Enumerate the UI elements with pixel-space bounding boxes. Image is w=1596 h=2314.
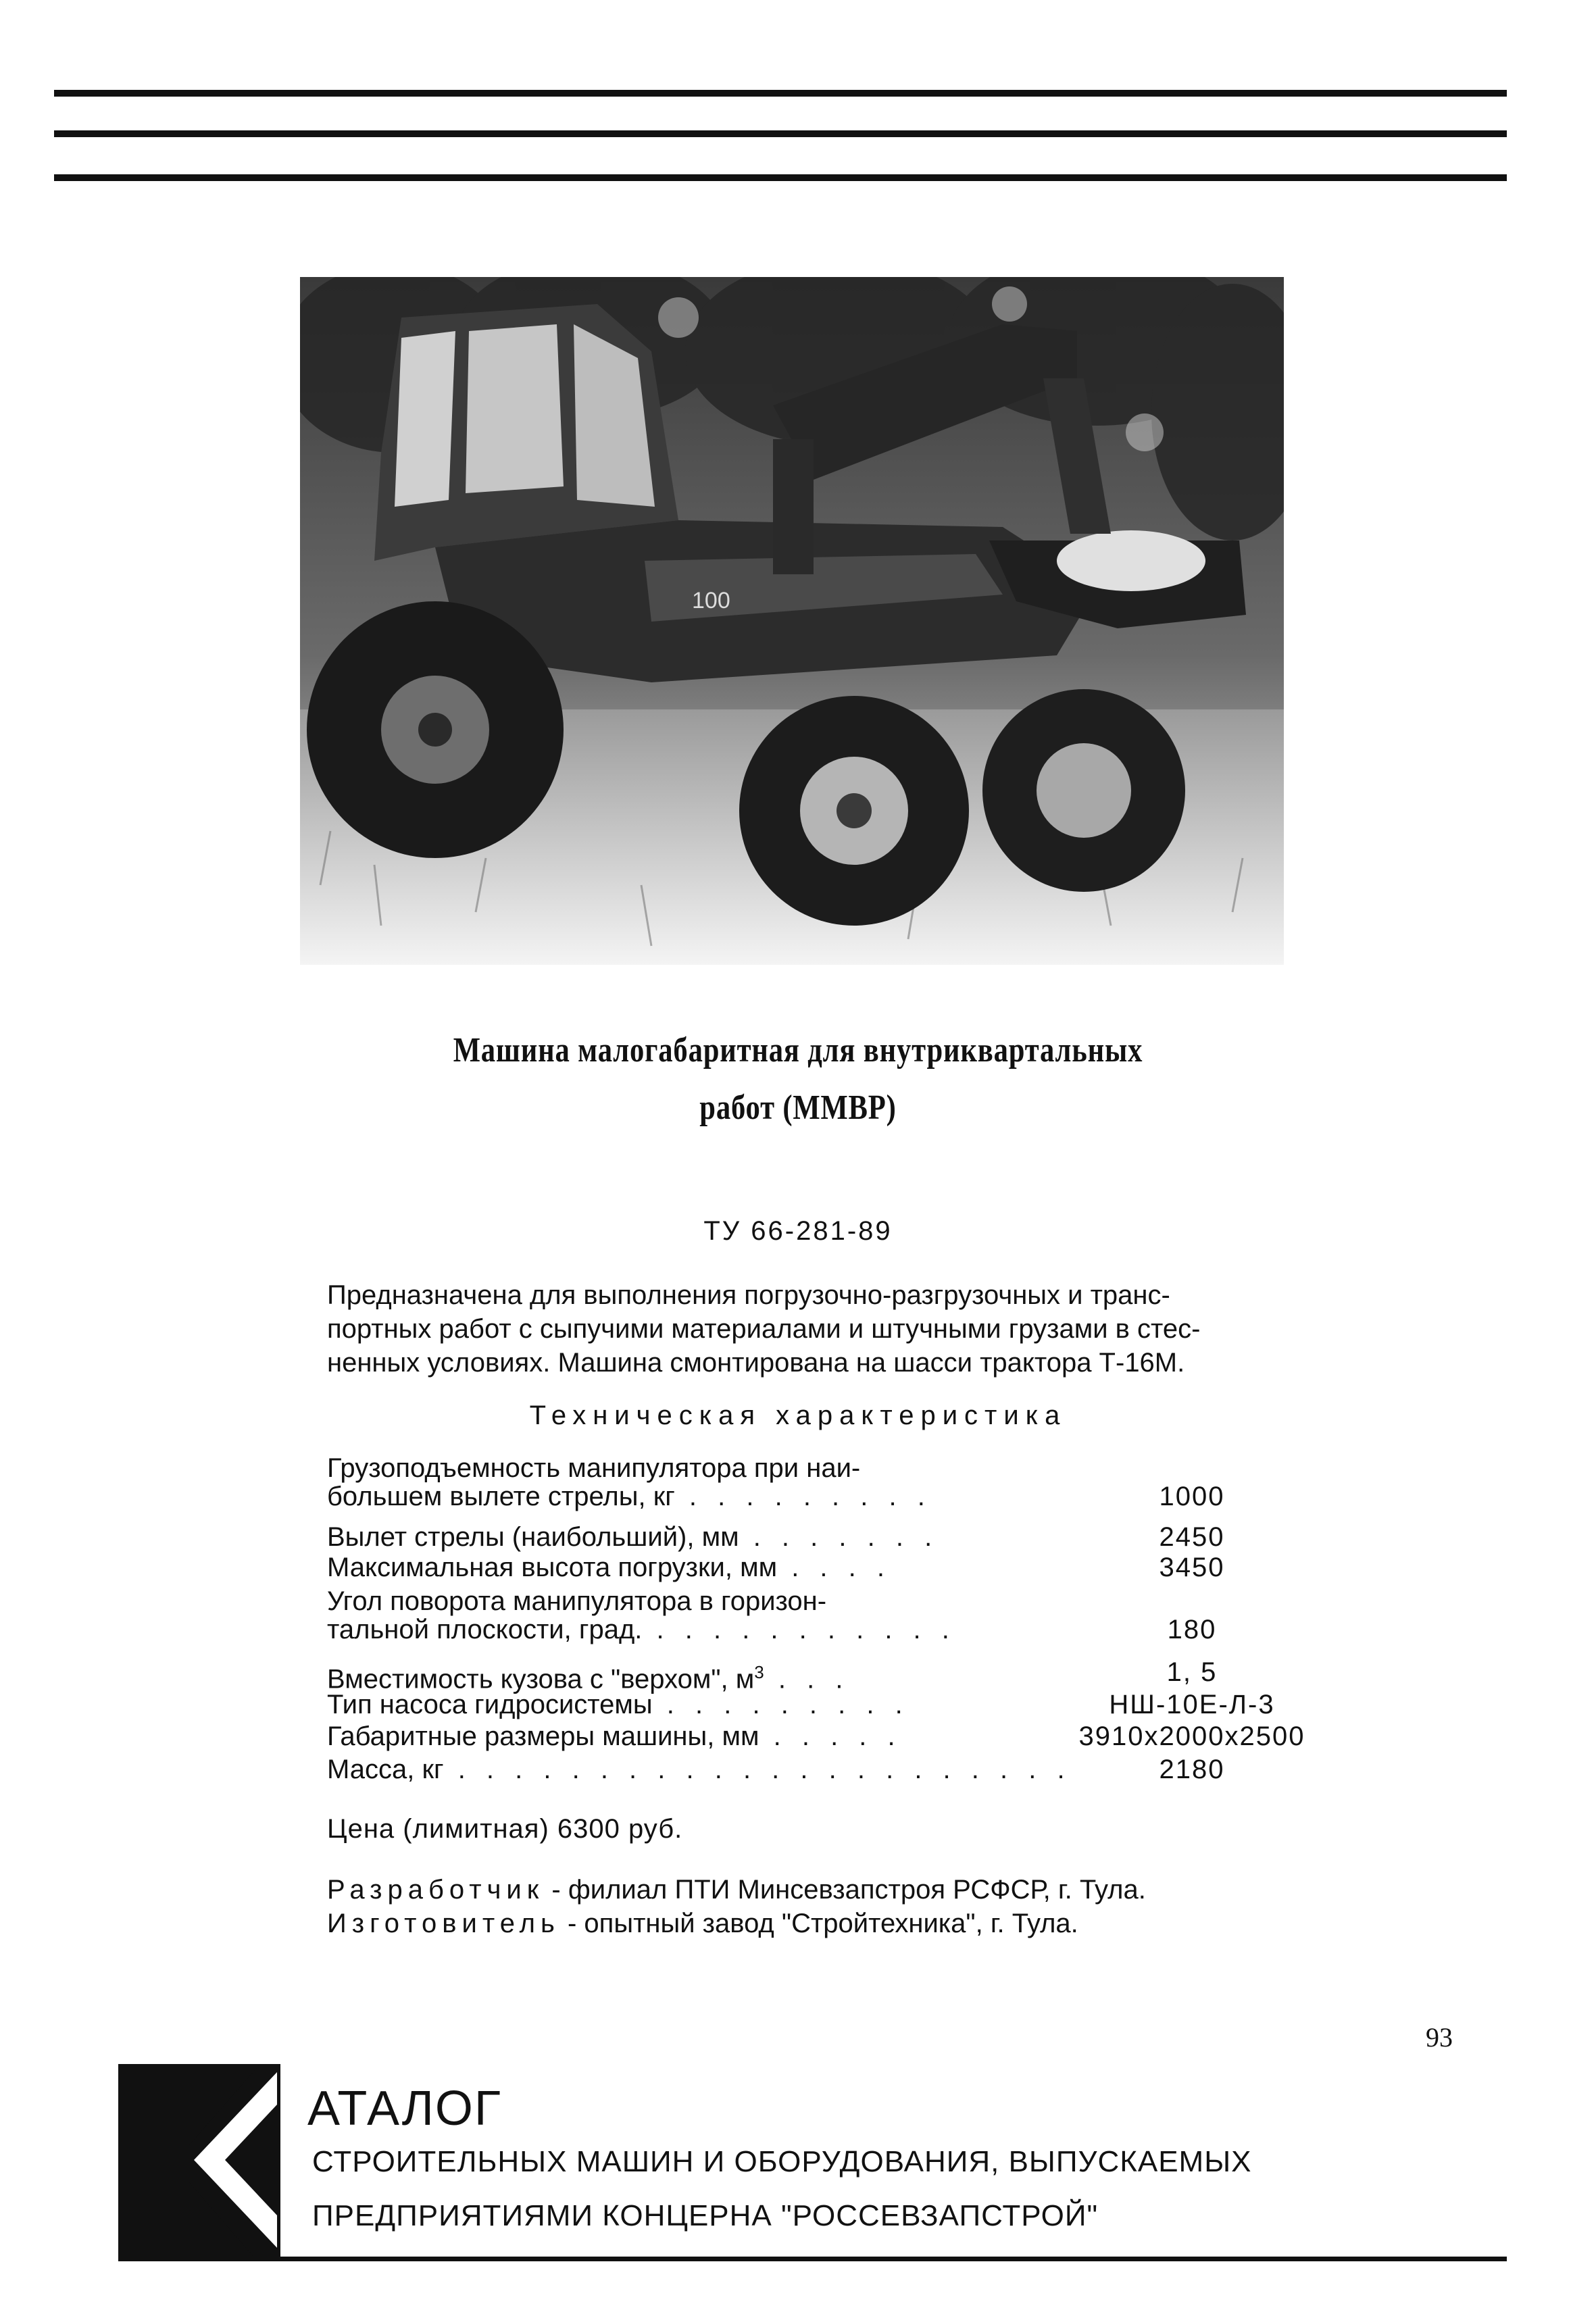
spec-label: Вылет стрелы (наибольший), мм . . . . . . . (327, 1522, 939, 1552)
header-rule-2 (54, 130, 1507, 137)
spec-value: 2180 (1159, 1755, 1225, 1784)
machine-photo (300, 277, 1284, 965)
spec-label: Габаритные размеры машины, мм . . . . . (327, 1721, 902, 1751)
spec-value: 3450 (1159, 1553, 1225, 1582)
footer-rule (118, 2257, 1507, 2261)
description-line-1: Предназначена для выполнения погрузочно-разгрузочных и транс- (327, 1280, 1170, 1310)
tech-spec-number: ТУ 66-281-89 (703, 1216, 893, 1246)
spec-label: большем вылете стрелы, кг . . . . . . . . . (327, 1482, 932, 1511)
spec-table (327, 1453, 1408, 1790)
spec-value: 180 (1167, 1615, 1217, 1644)
spec-value: 2450 (1159, 1522, 1225, 1552)
spec-label: Угол поворота манипулятора в горизон- (327, 1586, 827, 1616)
spec-label: Тип насоса гидросистемы . . . . . . . . . (327, 1690, 909, 1719)
catalog-k-logo (118, 2064, 280, 2257)
spec-value: 1000 (1159, 1482, 1225, 1511)
spec-value: 3910х2000х2500 (1078, 1721, 1305, 1751)
developer-role: Разработчик (327, 1875, 545, 1905)
spec-label: Максимальная высота погрузки, мм . . . . (327, 1553, 891, 1582)
manufacturer-text: - опытный завод "Стройтехника", г. Тула. (559, 1909, 1078, 1938)
page-title-line-1: Машина малогабаритная для внутриквартальных (453, 1031, 1143, 1070)
manufacturer-role: Изготовитель (327, 1909, 560, 1938)
spec-value: 1, 5 (1166, 1657, 1218, 1687)
description-line-2: портных работ с сыпучими материалами и штучными грузами в стес- (327, 1314, 1201, 1344)
price: Цена (лимитная) 6300 руб. (327, 1814, 683, 1844)
spec-label: тальной плоскости, град. . . . . . . . . . . . (327, 1615, 956, 1644)
page-number: 93 (1426, 2022, 1453, 2053)
manufacturer (327, 1909, 1078, 1939)
body-plate-number: 100 (692, 588, 730, 613)
spec-label: Вместимость кузова с "верхом", $м^3$ . . . (327, 1662, 850, 1694)
spec-label: Масса, кг . . . . . . . . . . . . . . . . . . . . . . (327, 1755, 1072, 1784)
spec-heading: Техническая характеристика (529, 1401, 1067, 1430)
header-rule-1 (54, 90, 1507, 97)
developer (327, 1875, 1146, 1905)
description-line-3: ненных условиях. Машина смонтирована на шасси трактора Т-16М. (327, 1348, 1185, 1378)
catalog-title: АТАЛОГ (307, 2082, 502, 2136)
developer-text: - филиал ПТИ Минсевзапстроя РСФСР, г. Тула. (544, 1875, 1146, 1905)
catalog-subtitle-line-1: СТРОИТЕЛЬНЫХ МАШИН И ОБОРУДОВАНИЯ, ВЫПУСКАЕМЫХ (312, 2145, 1252, 2178)
spec-label: Грузоподъемность манипулятора при наи- (327, 1453, 861, 1483)
header-rule-3 (54, 174, 1507, 181)
spec-value: НШ-10Е-Л-3 (1109, 1690, 1275, 1719)
catalog-subtitle-line-2: ПРЕДПРИЯТИЯМИ КОНЦЕРНА "РОССЕВЗАПСТРОЙ" (312, 2199, 1099, 2232)
page-title-line-2: работ (ММВР) (699, 1088, 897, 1127)
